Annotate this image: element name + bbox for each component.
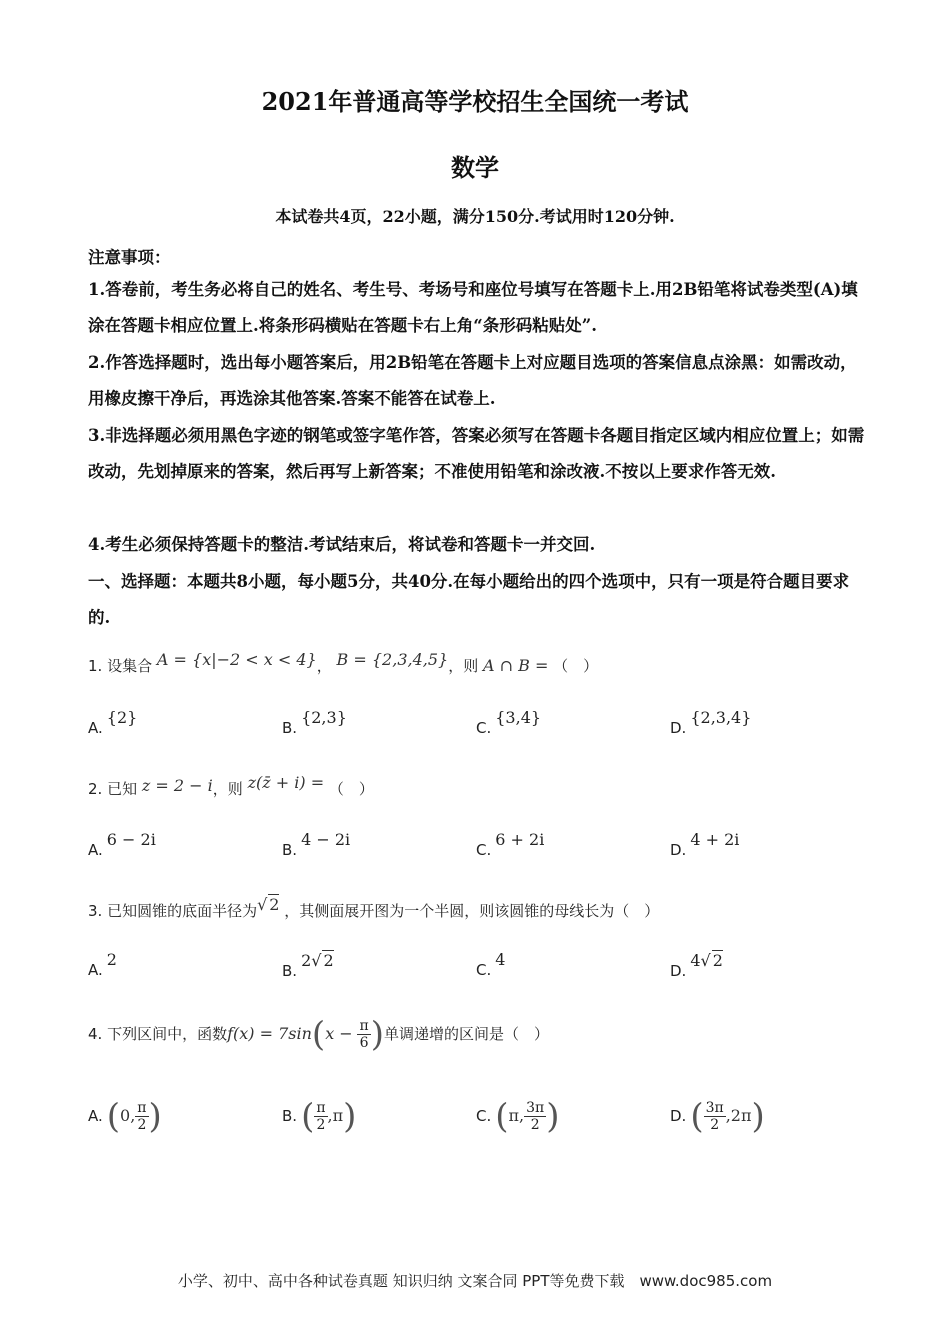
q1-option-b-value: {2,3} <box>301 708 347 727</box>
section-1-heading: 一、选择题：本题共8小题，每小题5分，共40分.在每小题给出的四个选项中，只有一项是符合题目要求的. <box>88 572 850 627</box>
q4-option-d-den: 2 <box>710 1117 720 1133</box>
q1-option-b[interactable] <box>282 708 347 737</box>
right-paren-icon: ) <box>370 1014 384 1055</box>
subject-title: 数学 <box>451 153 499 182</box>
q4-option-c[interactable] <box>476 1092 560 1140</box>
question-2 <box>88 773 878 799</box>
q2-option-a-value: 6 − 2i <box>106 830 156 849</box>
q3-option-b-value <box>301 951 334 970</box>
q3-option-b-radicand: 2 <box>323 951 334 970</box>
q4-option-a-label: A. <box>88 1107 103 1125</box>
sqrt-icon: √ <box>257 895 268 914</box>
question-1-sep: ， <box>316 657 332 675</box>
q4-option-a[interactable] <box>88 1092 162 1140</box>
question-3-radius <box>257 895 279 914</box>
footer-ad-text: 小学、初中、高中各种试卷真题 知识归纳 文案合同 PPT等免费下载 www.doc985.com <box>177 1272 773 1290</box>
q4-option-d-right: ,2π <box>725 1106 752 1125</box>
question-4-prefix: 4. 下列区间中，函数 <box>88 1025 228 1043</box>
q2-option-b[interactable] <box>282 830 351 859</box>
q4-option-d-num: 3π <box>705 1100 724 1116</box>
left-paren-icon: ( <box>690 1096 704 1137</box>
notice-heading: 注意事项： <box>88 248 171 267</box>
q2-option-a-label: A. <box>88 841 103 859</box>
q3-option-a-value: 2 <box>106 950 117 969</box>
q4-option-a-num: π <box>137 1100 147 1116</box>
q1-option-a-value: {2} <box>106 708 138 727</box>
q3-option-b-label: B. <box>282 962 298 980</box>
q4-option-b-fraction <box>314 1100 327 1133</box>
q4-option-d[interactable] <box>670 1092 765 1140</box>
left-paren-icon: ( <box>301 1096 315 1137</box>
q4-option-b-label: B. <box>282 1107 298 1125</box>
right-paren-icon: ) <box>751 1096 765 1137</box>
question-1-expr: A ∩ B = <box>483 656 549 675</box>
left-paren-icon: ( <box>311 1014 326 1055</box>
q1-option-d-label: D. <box>670 719 687 737</box>
q3-option-d-coef: 4 <box>690 951 701 970</box>
question-4-frac-num: π <box>359 1018 369 1034</box>
q3-option-a-label: A. <box>88 961 103 979</box>
q3-option-d-label: D. <box>670 962 687 980</box>
question-3-suffix: ，其侧面展开图为一个半圆，则该圆锥的母线长为（ ） <box>284 902 660 920</box>
q4-option-c-num: 3π <box>526 1100 545 1116</box>
q3-option-b[interactable] <box>282 951 334 980</box>
q4-option-b-den: 2 <box>316 1117 326 1133</box>
question-3-radicand: 2 <box>269 895 280 914</box>
q2-option-b-label: B. <box>282 841 298 859</box>
question-1 <box>88 650 878 676</box>
q4-option-b-num: π <box>316 1100 326 1116</box>
q3-option-c[interactable] <box>476 950 506 979</box>
q1-option-b-label: B. <box>282 719 298 737</box>
q4-option-c-left: π, <box>508 1106 525 1125</box>
question-1-blank: （ ） <box>553 657 599 675</box>
question-2-prefix: 2. 已知 <box>88 780 138 798</box>
q2-option-d[interactable] <box>670 830 740 859</box>
q1-option-d-value: {2,3,4} <box>690 708 752 727</box>
q2-option-d-value: 4 + 2i <box>690 830 740 849</box>
question-4-inner: x − <box>325 1024 353 1043</box>
q2-option-c[interactable] <box>476 830 545 859</box>
q4-option-c-fraction <box>524 1100 546 1133</box>
exam-meta: 本试卷共4页，22小题，满分150分.考试用时120分钟. <box>275 207 675 226</box>
q3-option-c-value: 4 <box>495 950 506 969</box>
q1-option-a[interactable] <box>88 708 138 737</box>
sqrt-icon: √ <box>700 951 711 970</box>
q4-option-b[interactable] <box>282 1092 356 1140</box>
question-1-set-b: B = {2,3,4,5} <box>336 650 449 669</box>
q4-option-a-den: 2 <box>137 1117 147 1133</box>
question-1-set-a: A = {x|−2 < x < 4} <box>156 650 317 669</box>
question-1-prefix: 1. 设集合 <box>88 657 153 675</box>
question-2-then: ，则 <box>212 780 243 798</box>
q1-option-a-label: A. <box>88 719 103 737</box>
question-1-then: ，则 <box>448 657 479 675</box>
left-paren-icon: ( <box>495 1096 509 1137</box>
q1-option-d[interactable] <box>670 708 752 737</box>
notice-item-3: 3.非选择题必须用黑色字迹的钢笔或签字笔作答，答案必须写在答题卡各题目指定区域内相应位置上；如需改动，先划掉原来的答案，然后再写上新答案；不准使用铅笔和涂改液.不按以上要求作答无效. <box>88 426 865 481</box>
question-4-suffix: 单调递增的区间是（ ） <box>383 1025 549 1043</box>
q4-option-d-label: D. <box>670 1107 687 1125</box>
notice-item-4: 4.考生必须保持答题卡的整洁.考试结束后，将试卷和答题卡一并交回. <box>88 535 596 554</box>
question-3-prefix: 3. 已知圆锥的底面半径为 <box>88 902 258 920</box>
exam-title: 2021年普通高等学校招生全国统一考试 <box>261 87 689 116</box>
notice-item-1: 1.答卷前，考生务必将自己的姓名、考生号、考场号和座位号填写在答题卡上.用2B铅笔将试卷类型(A)填涂在答题卡相应位置上.将条形码横贴在答题卡右上角“条形码粘贴处”. <box>88 280 858 335</box>
q2-option-b-value: 4 − 2i <box>301 830 351 849</box>
right-paren-icon: ) <box>148 1096 162 1137</box>
q3-option-a[interactable] <box>88 950 117 979</box>
sqrt-icon: √ <box>311 951 322 970</box>
q2-option-c-value: 6 + 2i <box>495 830 545 849</box>
q4-option-c-den: 2 <box>530 1117 540 1133</box>
notice-item-2: 2.作答选择题时，选出每小题答案后，用2B铅笔在答题卡上对应题目选项的答案信息点涂黑：如需改动，用橡皮擦干净后，再选涂其他答案.答案不能答在试卷上. <box>88 353 857 408</box>
q2-option-a[interactable] <box>88 830 156 859</box>
right-paren-icon: ) <box>546 1096 560 1137</box>
q3-option-d-value <box>690 951 723 970</box>
question-3 <box>88 895 878 921</box>
q4-option-b-right: ,π <box>327 1106 344 1125</box>
question-4 <box>88 1010 878 1058</box>
q3-option-d-radicand: 2 <box>712 951 723 970</box>
question-4-func: f(x) = 7sin <box>227 1024 312 1043</box>
question-2-expr: z(z̄ + i) = <box>247 773 325 792</box>
question-4-fraction <box>357 1018 370 1051</box>
q4-option-c-label: C. <box>476 1107 492 1125</box>
left-paren-icon: ( <box>106 1096 121 1137</box>
q3-option-b-coef: 2 <box>301 951 312 970</box>
q4-option-d-fraction <box>704 1100 726 1133</box>
q3-option-c-label: C. <box>476 961 492 979</box>
q4-option-a-left: 0, <box>120 1106 136 1125</box>
question-2-given: z = 2 − i <box>141 776 213 795</box>
q3-option-d[interactable] <box>670 951 723 980</box>
right-paren-icon: ) <box>343 1096 357 1137</box>
q1-option-c-label: C. <box>476 719 492 737</box>
q2-option-d-label: D. <box>670 841 687 859</box>
question-2-blank: （ ） <box>328 780 374 798</box>
q1-option-c[interactable] <box>476 708 542 737</box>
q4-option-a-fraction <box>135 1100 148 1133</box>
question-4-frac-den: 6 <box>359 1035 369 1051</box>
q2-option-c-label: C. <box>476 841 492 859</box>
q1-option-c-value: {3,4} <box>495 708 542 727</box>
